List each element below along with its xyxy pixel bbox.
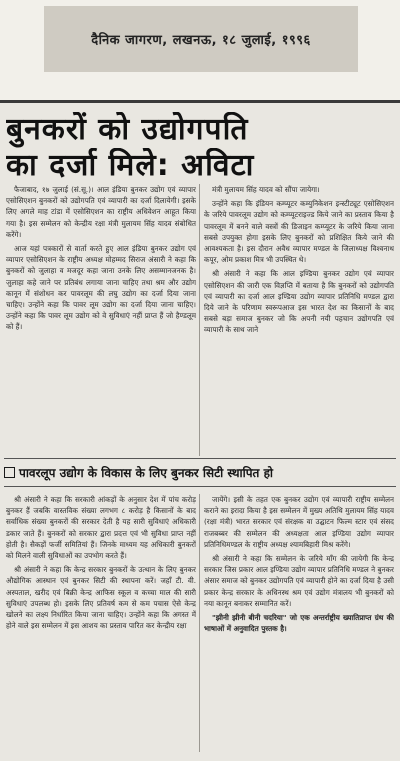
paragraph: श्री अंसारी ने कहा कि आल इण्डिया बुनकर उद्योग एवं व्यापार एसोसिएशन की जारी एक विज्ञप्ति में बताया है कि बुनकरों को उद्योगपति एवं व्यापारी का दर्जा आल इण्डिया उद्योग व्यापार प्रतिनिधि मण्डल द्वारा दिये जाने के परिणाम स्वरूपआज इस भारत देश का किसानों के बाद सबसे बड़ा समाज बुनकर जो कि अपनी नयी पहचान उद्योगपति एवं व्यापारी के साथ जाने <box>204 269 394 335</box>
section-divider <box>4 486 396 487</box>
paragraph: जायेंगे। इसी के तहत एक बुनकर उद्योग एवं व्यापारी राष्ट्रीय सम्मेलन कराने का इरादा किया है इस सम्मेलन में मुख्य अतिथि मुलायम सिंह यादव (रक्षा मंत्री) भारत सरकार एवं संरक्षक वा उद्घाटन फिल्म स्टार एवं संसद राजबब्बर की सम्मेलन की अध्यक्षता आल इण्डिया उद्योग व्यापार प्रतिनिधिमण्डल के राष्ट्रीय अध्यक्ष श्यामबिहारी मिश्र करेंगे। <box>204 495 394 549</box>
paragraph: श्री अंसारी ने कहा कि सम्मेलन के जरिये माँग की जायेगी कि केन्द्र सरकार जिस प्रकार आल इण्डिया उद्योग व्यापार प्रतिनिधि मण्डल ने बुनकर अंसार समाज को बुनकर उद्योगपति एवं व्यापारी होने का दर्जा दिया है उसी प्रकार केन्द्र सरकार के अधिनस्थ श्रम एवं उद्योग मंत्रालय भी बुनकरों को नया कानून बनाकर सम्मानित करें। <box>204 554 394 608</box>
subarticle-headline <box>4 460 396 484</box>
paragraph: "झीनी झीनी बीनी चदरिया" जो एक अन्तर्राष्ट्रीय ख्यातिप्राप्त ग्रंथ की भाषाओं में अनुवादित पुस्तक है। <box>204 613 394 634</box>
masthead-text: दैनिक जागरण, लखनऊ, १८ जुलाई, १९९६ <box>91 33 311 48</box>
section-divider <box>4 458 396 459</box>
subarticle-column-left <box>6 494 196 756</box>
paragraph: आज यहां पत्रकारों से वार्ता करते हुए आल इंडिया बुनकर उद्योग एवं व्यापार एसोसिएशन के राष्ट्रीय अध्यक्ष मोहम्मद सिराज अंसारी ने कहा कि बुनकरों को जुलाहा व मजदूर कहा जाना उनके लिए असम्मानजनक है। जुलाहा कहे जाने पर प्रतिबंध लगाया जाना चाहिए तथा श्रम और उद्योग कानून में संशोधन कर पावरलूम की लघु उद्योग का दर्जा दिया जाना चाहिए। उन्होंने कहा कि पावर लूम उद्योग का दर्जा दिया जाना चाहिए। उन्होंने कहा कि पावर लूम उद्योग को वे सुविधाएं नहीं प्राप्त हैं जो हैण्डलूम को हैं। <box>6 244 196 332</box>
article-column-left <box>6 184 196 484</box>
subarticle-headline-text: पावरलूप उद्योग के विकास के लिए बुनकर सिटी स्थापित हो <box>19 465 274 480</box>
headline-line-1: बुनकरों को उद्योगपति <box>6 112 249 147</box>
paragraph: श्री अंसारी ने कहा कि सरकारी आंकड़ों के अनुसार देश में पांच करोड़ बुनकर हैं जबकि वास्तविक संख्या लगभग ८ करोड़ है किसानों के बाद सर्वाधिक संख्या बुनकरों की सरकार देती है यह सारी सुविधाएं अधिकारी डकार जाते हैं। बुनकरों को सरकार द्वारा प्रदत्त एवं भी सुविधा प्राप्त नहीं होती है। सैकड़ों फर्जी समितियां हैं। जिनके माध्यम यह अधिकारी बुनकरों को मिलने वाली सुविधाओं का उपभोग करते हैं। <box>6 495 196 561</box>
headline-line-2: का दर्जा मिले: अविटा <box>6 148 255 183</box>
masthead-strip <box>44 6 358 72</box>
column-divider <box>199 184 200 456</box>
article-column-right <box>204 184 394 484</box>
article-headline <box>6 112 396 184</box>
square-bullet-icon <box>4 467 15 478</box>
paragraph: उन्होंने कहा कि इंडियन कम्प्यूटर कम्युनिकेशन इन्स्टीट्यूट एसोसिएशन के जरिये पावरलूम उद्योग को कम्प्यूटराइज्ड किये जाने का प्रस्ताव किया है पावरलूम में बनने वाले वस्त्रों की डिजाइन कम्प्यूटर के जरिये किया जाना सबसे उपयुक्त होगा इसके लिए बुनकरों को प्रशिक्षित किये जाने की आवश्यकता है। इस दौरान अवैध व्यापार मण्डल के जिलाध्यक्ष विश्वनाथ कपूर, ओम प्रकाश मित्र भी उपस्थित थे। <box>204 199 394 265</box>
paragraph: मंत्री मुलायम सिंह यादव को सौंपा जायेगा। <box>212 185 320 194</box>
paragraph: फैजाबाद, १७ जुलाई (सं.सू.)। आल इंडिया बुनकर उद्योग एवं व्यापार एसोसिएशन बुनकरों को उद्योगपति एवं व्यापारी का दर्जा दिलायेगी। इसके लिए अगले माह टांडा में एसोसिएशन का राष्ट्रीय अधिवेशन आहूत किया गया है। इस सम्मेलन को केन्द्रीय रक्षा मंत्री मुलायम सिंह यादव संबोधित करेंगे। <box>6 185 196 239</box>
column-divider <box>199 494 200 752</box>
subarticle-column-right <box>204 494 394 756</box>
paragraph: श्री अंसारी ने कहा कि केन्द्र सरकार बुनकरों के उत्थान के लिए बुनकर औद्योगिक आस्थान एवं बुनकर सिटी की स्थापना करें। जहाँ टी. वी. अस्पताल, खरीद एवं बिक्री केन्द्र आफिस स्कूल व कच्चा माल की सारी सुविधाएं उपलब्ध हो। इसके लिए प्रतिवर्ष कम से कम पचास ऐसे केन्द्र खोलने का लक्ष्य निर्धारित किया जाना चाहिए। उन्होंने कहा कि अगस्त में होने वाले इस सम्मेलन में इस आशय का प्रस्ताव पारित कर केन्द्रीय रक्षा <box>6 565 196 631</box>
